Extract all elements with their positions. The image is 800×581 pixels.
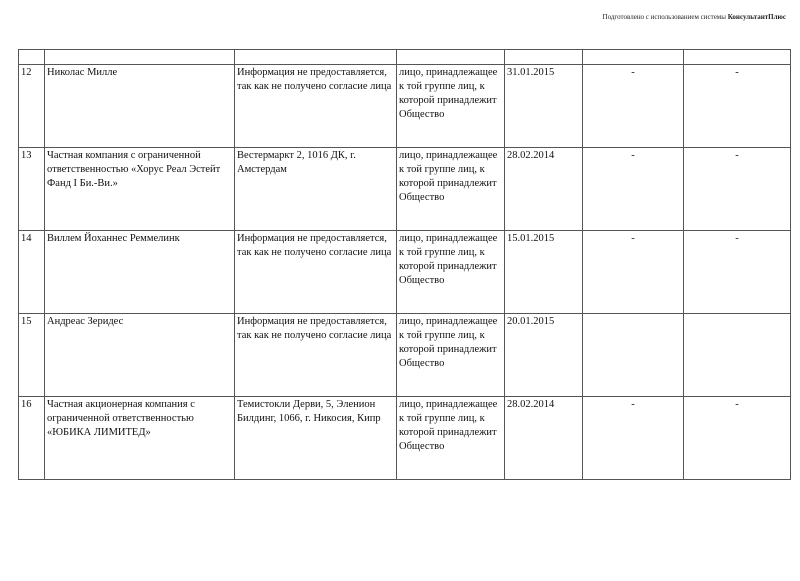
table-cell-empty <box>235 50 397 65</box>
table-body <box>19 50 791 480</box>
table-row <box>19 397 791 480</box>
affiliation-basis: лицо, принадлежащее к той группе лиц, к которой принадлежит Общество <box>397 231 505 314</box>
affiliation-date: 15.01.2015 <box>505 231 583 314</box>
table-row <box>19 314 791 397</box>
person-name: Частная компания с ограниченной ответственностью «Хорус Реал Эстейт Фанд I Би.-Ви.» <box>45 148 235 231</box>
affiliates-table <box>18 49 791 480</box>
share-stock <box>684 314 791 397</box>
share-stock: - <box>684 148 791 231</box>
header-brand: КонсультантПлюс <box>727 13 786 21</box>
row-number: 14 <box>19 231 45 314</box>
table-row-continuation <box>19 50 791 65</box>
table-cell-empty <box>397 50 505 65</box>
table-cell-empty <box>19 50 45 65</box>
row-number: 12 <box>19 65 45 148</box>
row-number: 16 <box>19 397 45 480</box>
table-cell-empty <box>583 50 684 65</box>
person-name: Николас Милле <box>45 65 235 148</box>
table-cell-empty <box>684 50 791 65</box>
affiliation-date: 28.02.2014 <box>505 148 583 231</box>
affiliation-basis: лицо, принадлежащее к той группе лиц, к которой принадлежит Общество <box>397 148 505 231</box>
affiliation-basis: лицо, принадлежащее к той группе лиц, к которой принадлежит Общество <box>397 397 505 480</box>
share-stock: - <box>684 65 791 148</box>
share-capital: - <box>583 65 684 148</box>
table-row <box>19 65 791 148</box>
affiliation-date: 28.02.2014 <box>505 397 583 480</box>
table-row <box>19 231 791 314</box>
person-address: Вестермаркт 2, 1016 ДК, г. Амстердам <box>235 148 397 231</box>
share-stock: - <box>684 397 791 480</box>
share-capital <box>583 314 684 397</box>
share-capital: - <box>583 148 684 231</box>
affiliation-basis: лицо, принадлежащее к той группе лиц, к которой принадлежит Общество <box>397 65 505 148</box>
table-cell-empty <box>505 50 583 65</box>
person-address: Информация не предоставляется, так как не получено согласие лица <box>235 231 397 314</box>
share-stock: - <box>684 231 791 314</box>
table-cell-empty <box>45 50 235 65</box>
person-address: Информация не предоставляется, так как не получено согласие лица <box>235 65 397 148</box>
header-prefix: Подготовлено с использованием системы <box>602 13 728 21</box>
share-capital: - <box>583 397 684 480</box>
affiliation-basis: лицо, принадлежащее к той группе лиц, к которой принадлежит Общество <box>397 314 505 397</box>
table-row <box>19 148 791 231</box>
person-address: Темистокли Дерви, 5, Эленион Билдинг, 1066, г. Никосия, Кипр <box>235 397 397 480</box>
person-name: Частная акционерная компания с ограниченной ответственностью «ЮБИКА ЛИМИТЕД» <box>45 397 235 480</box>
affiliation-date: 31.01.2015 <box>505 65 583 148</box>
person-address: Информация не предоставляется, так как не получено согласие лица <box>235 314 397 397</box>
consultant-header-note <box>603 13 786 21</box>
affiliation-date: 20.01.2015 <box>505 314 583 397</box>
share-capital: - <box>583 231 684 314</box>
person-name: Андреас Зеридес <box>45 314 235 397</box>
row-number: 15 <box>19 314 45 397</box>
row-number: 13 <box>19 148 45 231</box>
person-name: Виллем Йоханнес Реммелинк <box>45 231 235 314</box>
